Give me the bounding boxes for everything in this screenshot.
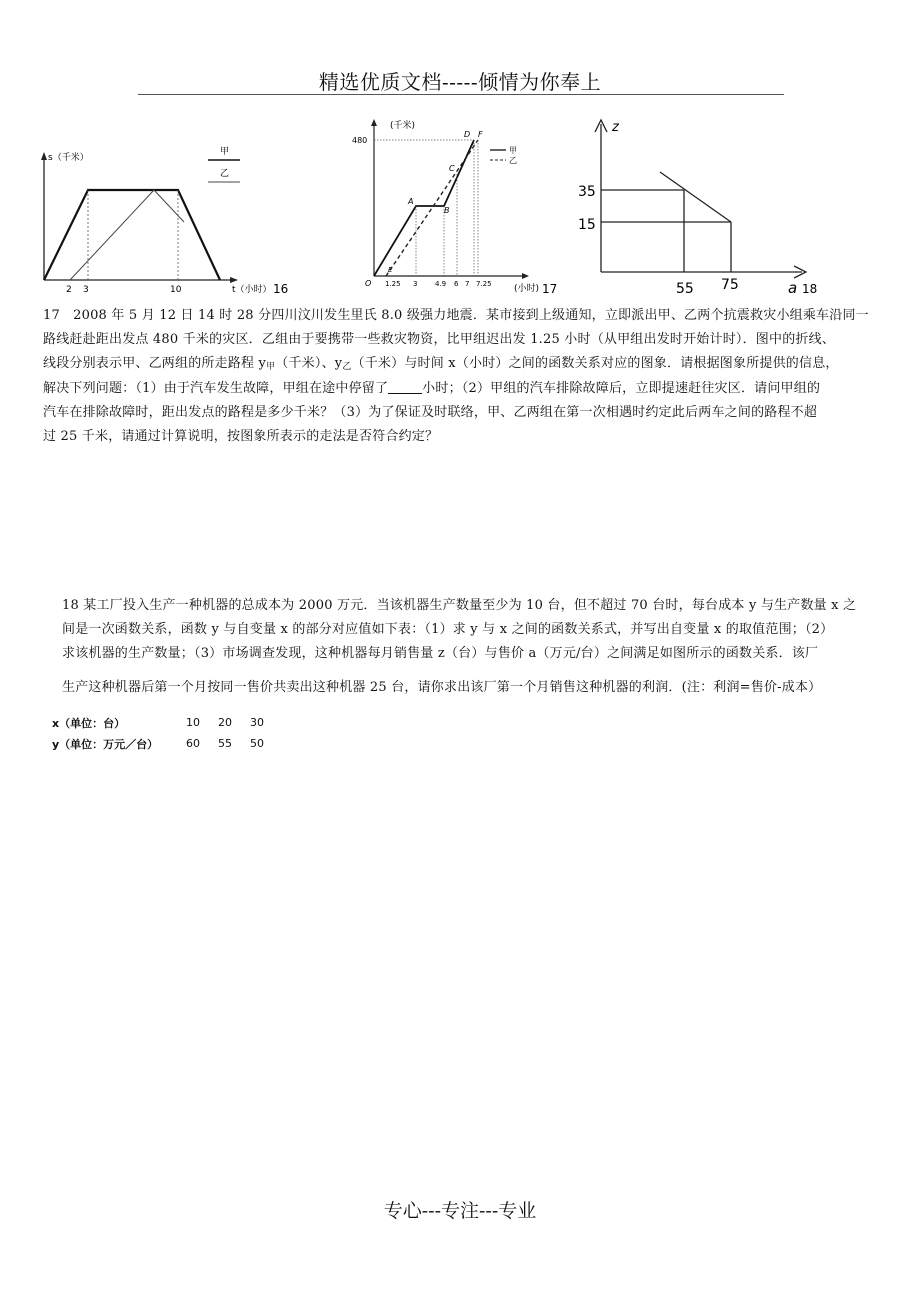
problem-17-line-4b: 小时；（2）甲组的汽车排除故障后，立即提速赶往灾区．请问甲组的 xyxy=(422,381,821,396)
fig17-x-tick-4.9: 4.9 xyxy=(435,280,447,288)
xy-data-table xyxy=(52,714,282,756)
fig16-number: 16 xyxy=(273,282,289,296)
problem-17-text xyxy=(43,304,869,449)
table-row-header: x（单位：台） xyxy=(52,716,126,730)
table-cell: 20 xyxy=(218,716,232,729)
fig18-number: 18 xyxy=(802,282,818,296)
fig16-line-yi xyxy=(70,190,184,280)
table-cell: 50 xyxy=(250,737,264,750)
fig17-point-B: B xyxy=(444,206,450,215)
fig17-legend-jia: 甲 xyxy=(509,146,517,155)
fig17-x-tick-6: 6 xyxy=(454,280,459,288)
fig16-y-arrow xyxy=(41,152,47,160)
fig16-legend-jia: 甲 xyxy=(220,147,230,157)
fig17-number: 17 xyxy=(542,282,558,296)
problem-17-line-3 xyxy=(43,352,869,377)
fig17-line-jia xyxy=(374,140,474,276)
fig18-y-tick-15: 15 xyxy=(578,217,596,233)
fig17-x-tick-7: 7 xyxy=(465,280,470,288)
header-divider xyxy=(138,94,784,95)
fig17-x-axis-label: (小时) xyxy=(514,284,540,294)
fig18-y-tick-35: 35 xyxy=(578,184,596,200)
figure-17 xyxy=(348,116,568,298)
fig16-x-axis-label: t（小时） xyxy=(232,285,272,295)
table-row-header: y（单位：万元／台） xyxy=(52,737,159,751)
fig16-x-tick-3: 3 xyxy=(83,285,89,295)
answer-blank xyxy=(388,381,422,394)
fig17-x-tick-7.25: 7.25 xyxy=(476,280,492,288)
problem-17-line-2: 路线赶赴距出发点 480 千米的灾区．乙组由于要携带一些救灾物资，比甲组迟出发 1.25 小时（从甲组出发时开始计时）．图中的折线、 xyxy=(43,332,835,347)
problem-17-line-1: 17 2008 年 5 月 12 日 14 时 28 分四川汶川发生里氏 8.0 级强力地震．某市接到上级通知，立即派出甲、乙两个抗震救灾小组乘车沿同一 xyxy=(43,308,869,323)
fig16-line-jia xyxy=(44,190,220,280)
fig16-x-arrow xyxy=(230,277,238,283)
fig17-x-arrow xyxy=(522,273,529,279)
table-cell: 30 xyxy=(250,716,264,729)
problem-18-text xyxy=(62,594,856,700)
problem-17-subscript-jia: 甲 xyxy=(266,362,276,372)
fig18-x-tick-75: 75 xyxy=(721,277,739,293)
fig17-point-E: E xyxy=(388,266,393,274)
fig17-point-C: C xyxy=(449,164,455,173)
fig17-y-arrow xyxy=(371,119,377,126)
page-header-title: 精选优质文档-----倾情为你奉上 xyxy=(318,70,602,94)
problem-17-line-4a: 解决下列问题：（1）由于汽车发生故障，甲组在途中停留了 xyxy=(43,381,389,396)
problem-17-line-3a: 线段分别表示甲、乙两组的所走路程 y xyxy=(43,356,267,371)
fig17-origin: O xyxy=(365,279,372,288)
problem-17-subscript-yi: 乙 xyxy=(342,362,352,372)
table-cell: 10 xyxy=(186,716,200,729)
page-footer: 专心---专注---专业 xyxy=(383,1200,537,1222)
problem-18-line-1: 18 某工厂投入生产一种机器的总成本为 2000 万元．当该机器生产数量至少为 10 台，但不超过 70 台时，每台成本 y 与生产数量 x 之 xyxy=(62,598,857,613)
fig17-x-tick-1.25: 1.25 xyxy=(385,280,401,288)
fig16-x-tick-2: 2 xyxy=(66,285,72,295)
fig17-point-A: A xyxy=(408,197,414,206)
fig16-x-tick-10: 10 xyxy=(170,285,182,295)
fig18-x-axis-label: a xyxy=(788,279,798,297)
fig17-x-tick-3: 3 xyxy=(413,280,418,288)
fig16-legend-yi: 乙 xyxy=(220,169,230,179)
problem-17-line-6: 过 25 千米，请通过计算说明，按图象所表示的走法是否符合约定？ xyxy=(43,429,439,444)
fig16-y-axis-label: s（千米） xyxy=(48,153,89,163)
table-row xyxy=(52,714,282,735)
problem-18-line-3: 求该机器的生产数量；（3）市场调查发现，这种机器每月销售量 z（台）与售价 a（万元/台）之间满足如图所示的函数关系．该厂 xyxy=(62,646,819,661)
fig18-y-axis-label: z xyxy=(612,120,619,135)
fig18-line-z xyxy=(660,172,731,222)
problem-17-line-3e: （千米）与时间 x（小时）之间的函数关系对应的图象．请根据图象所提供的信息， xyxy=(351,356,839,371)
fig17-point-D: D xyxy=(464,130,471,139)
problem-18-line-2: 间是一次函数关系，函数 y 与自变量 x 的部分对应值如下表：（1）求 y 与 x 之间的函数关系式，并写出自变量 x 的取值范围；（2） xyxy=(62,622,834,637)
problem-17-line-3c: （千米）、y xyxy=(275,356,343,371)
fig17-legend-yi: 乙 xyxy=(509,156,517,165)
table-cell: 55 xyxy=(218,737,232,750)
problem-17-line-4 xyxy=(43,377,869,401)
table-row xyxy=(52,735,282,756)
fig17-y-axis-label: (千米) xyxy=(390,121,416,131)
problem-17-line-5: 汽车在排除故障时，距出发点的路程是多少千米？（3）为了保证及时联络，甲、乙两组在第一次相遇时约定此后两车之间的路程不超 xyxy=(43,405,818,420)
fig17-y-tick-480: 480 xyxy=(352,136,368,145)
problem-18-line-4: 生产这种机器后第一个月按同一售价共卖出这种机器 25 台，请你求出该厂第一个月销售这种机器的利润．(注：利润=售价-成本） xyxy=(62,680,822,695)
fig17-point-F: F xyxy=(478,130,483,139)
fig18-x-tick-55: 55 xyxy=(676,281,694,297)
figure-18 xyxy=(566,112,846,298)
table-cell: 60 xyxy=(186,737,200,750)
figure-16 xyxy=(30,140,300,300)
